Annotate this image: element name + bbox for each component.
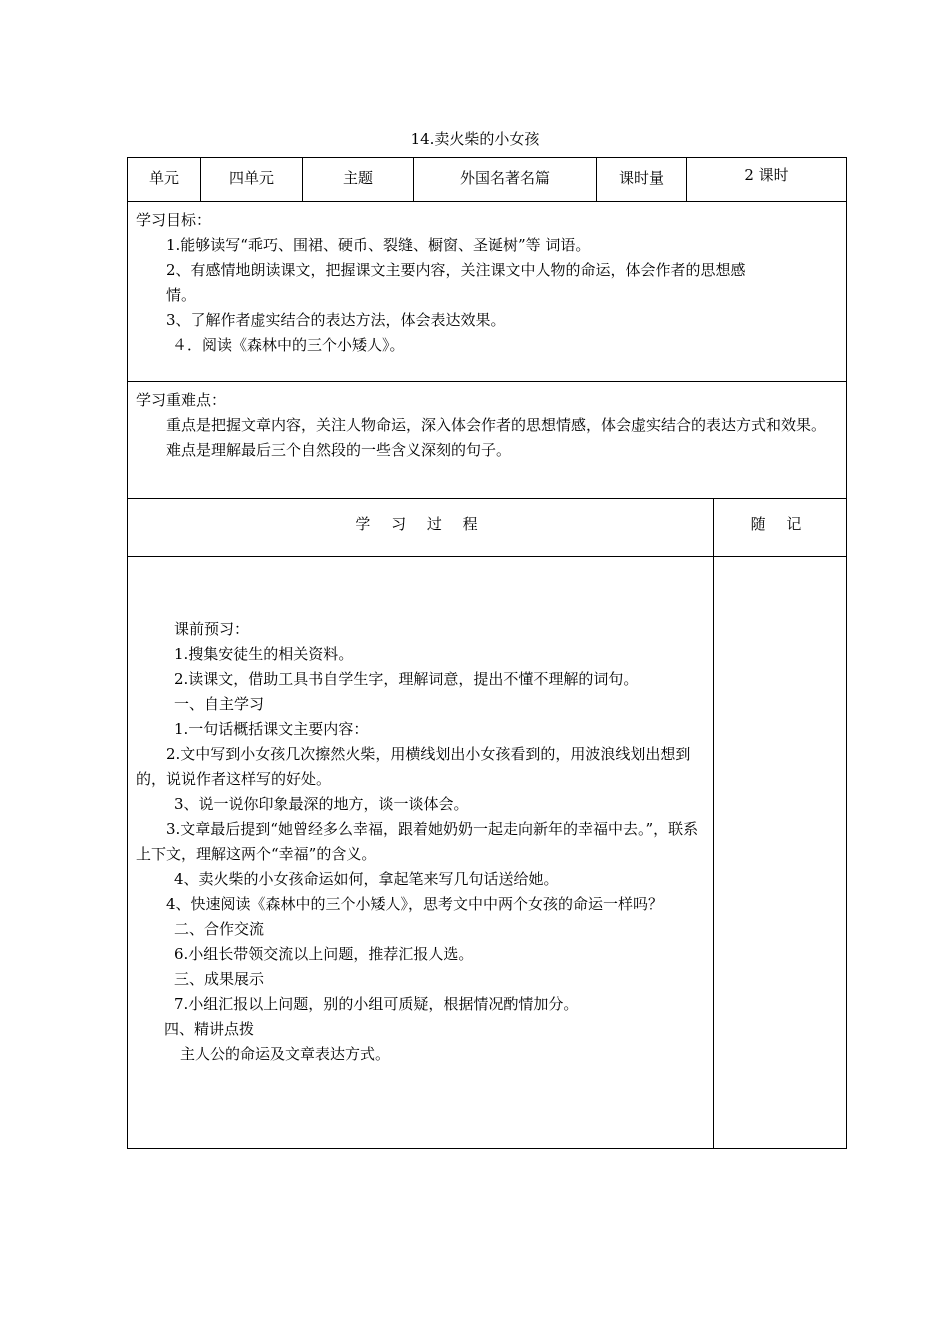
keypoint-2: 难点是理解最后三个自然段的一些含义深刻的句子。 <box>166 441 512 459</box>
process-line: 7.小组汇报以上问题，别的小组可质疑，根据情况酌情加分。 <box>174 995 579 1013</box>
notes-heading: 随 记 <box>750 515 810 533</box>
goals-heading: 学习目标： <box>136 211 212 229</box>
theme-value: 外国名著名篇 <box>414 158 597 201</box>
goal-3: 3、了解作者虚实结合的表达方法，体会表达效果。 <box>166 311 506 329</box>
keypoint-1: 重点是把握文章内容，关注人物命运，深入体会作者的思想情感，体会虚实结合的表达方式和效果。 <box>166 416 827 434</box>
process-line: 1.搜集安徒生的相关资料。 <box>174 645 354 663</box>
notes-column <box>714 557 846 1148</box>
process-line: 4、快速阅读《森林中的三个小矮人》，思考文中中两个女孩的命运一样吗？ <box>166 895 664 913</box>
goal-2-cont: 情。 <box>166 286 197 304</box>
goal-4: ４．阅读《森林中的三个小矮人》。 <box>172 336 405 354</box>
key-points-section <box>128 382 846 499</box>
process-line: 2.文中写到小女孩几次擦然火柴，用横线划出小女孩看到的，用波浪线划出想到的，说说作者这样写的好处。 <box>136 745 691 788</box>
keypoints-heading: 学习重难点： <box>136 391 227 409</box>
process-content <box>128 557 714 1148</box>
process-line: 6.小组长带领交流以上问题，推荐汇报人选。 <box>174 945 474 963</box>
goal-1: 1.能够读写“乖巧、围裙、硬币、裂缝、橱窗、圣诞树”等 词语。 <box>166 236 591 254</box>
process-line: 3、说一说你印象最深的地方，谈一谈体会。 <box>174 795 469 813</box>
process-line: 4、卖火柴的小女孩命运如何，拿起笔来写几句话送给她。 <box>174 870 559 888</box>
process-line: 课前预习： <box>174 620 250 638</box>
process-line: 二、合作交流 <box>174 920 265 938</box>
theme-label: 主题 <box>303 158 414 201</box>
process-body-row <box>128 557 846 1148</box>
document-title: 14.卖火柴的小女孩 <box>410 130 540 148</box>
process-line: 四、精讲点拨 <box>164 1020 255 1038</box>
hours-value: 2 课时 <box>744 166 789 184</box>
process-line: 3.文章最后提到“她曾经多么幸福，跟着她奶奶一起走向新年的幸福中去。”，联系上下文，理解这两个“幸福”的含义。 <box>136 820 699 863</box>
process-line: 三、成果展示 <box>174 970 265 988</box>
process-line: 2.读课文，借助工具书自学生字，理解词意，提出不懂不理解的词句。 <box>174 670 639 688</box>
goal-2: 2、有感情地朗读课文，把握课文主要内容，关注课文中人物的命运，体会作者的思想感 <box>166 261 746 279</box>
process-header-row <box>128 499 846 557</box>
unit-label: 单元 <box>128 158 201 201</box>
hours-label: 课时量 <box>597 158 687 201</box>
process-line: 1.一句话概括课文主要内容： <box>174 720 369 738</box>
header-row <box>128 158 846 202</box>
learning-goals-section <box>128 202 846 382</box>
lesson-plan-table <box>127 157 847 1149</box>
unit-value: 四单元 <box>201 158 303 201</box>
process-heading: 学 习 过 程 <box>128 499 714 556</box>
process-line: 主人公的命运及文章表达方式。 <box>180 1045 391 1063</box>
process-line: 一、自主学习 <box>174 695 265 713</box>
